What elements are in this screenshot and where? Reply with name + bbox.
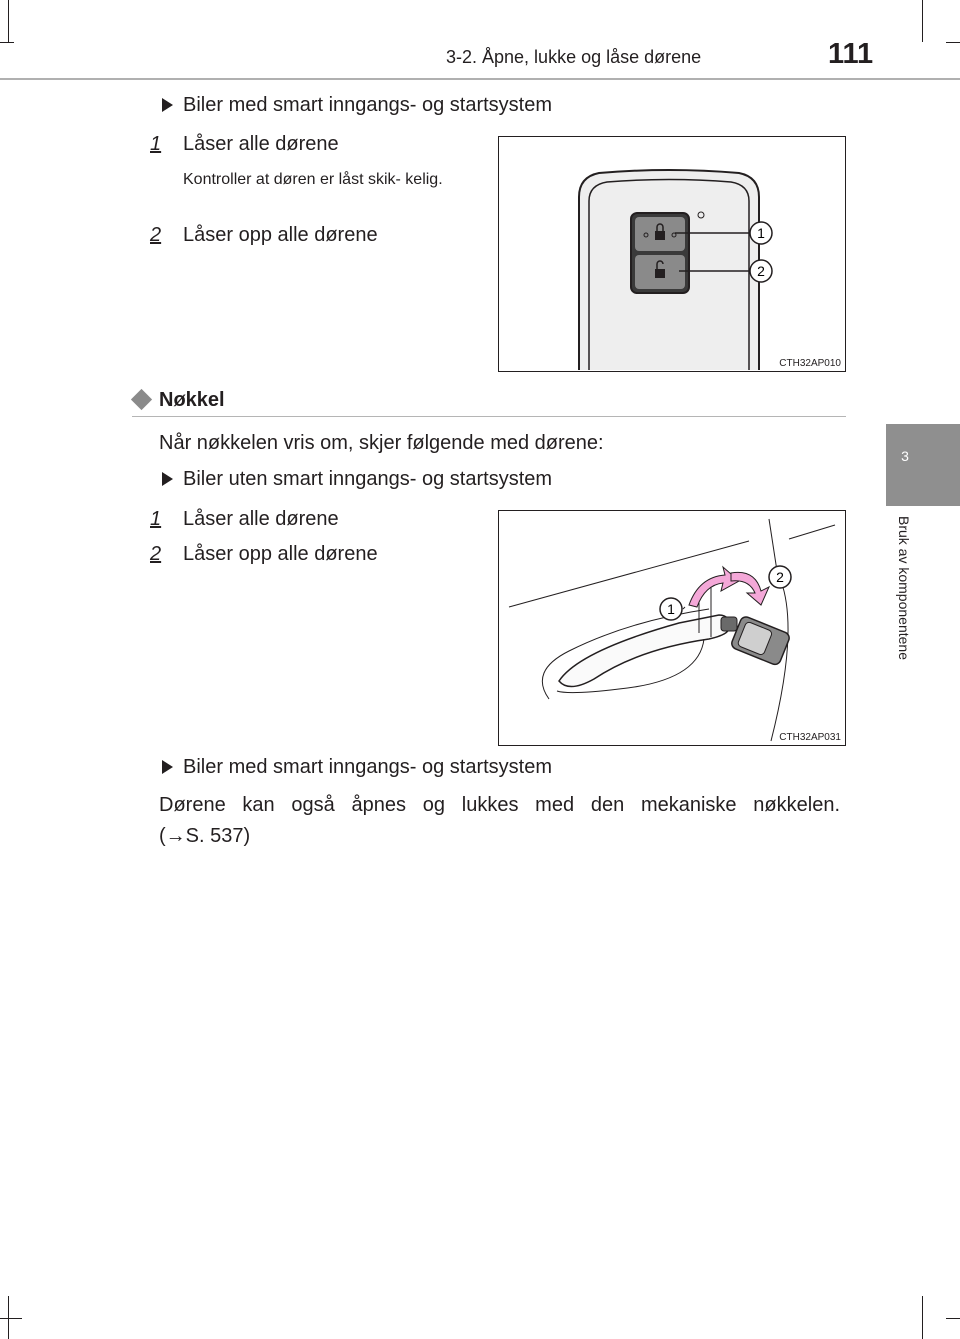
subheading-smart-system: Biler med smart inngangs- og startsystem — [183, 94, 553, 116]
body-text-line1: Dørene kan også åpnes og lukkes med den mekaniske nøkkelen. — [159, 794, 840, 816]
body-text-line2: (→S. 537) — [159, 825, 251, 847]
callout-2-label: 2 — [776, 569, 784, 585]
item-number: 2 — [150, 543, 162, 565]
triangle-bullet-icon — [162, 760, 173, 774]
intro-text: Når nøkkelen vris om, skjer følgende med dørene: — [159, 432, 604, 454]
crop-mark — [0, 1318, 22, 1319]
section-title: Nøkkel — [159, 389, 225, 411]
item-number: 1 — [150, 133, 162, 155]
item-note: Kontroller at døren er låst skik- kelig. — [183, 171, 443, 188]
header-rule — [0, 78, 960, 80]
page-number: 111 — [828, 38, 874, 70]
triangle-bullet-icon — [162, 98, 173, 112]
item-text: Låser alle dørene — [183, 133, 339, 155]
header-title: 3-2. Åpne, lukke og låse dørene — [446, 47, 702, 67]
crop-mark — [946, 42, 960, 43]
figure-code: CTH32AP010 — [779, 358, 841, 369]
item-text: Låser alle dørene — [183, 508, 339, 530]
item-text: Låser opp alle dørene — [183, 543, 378, 565]
figure-code: CTH32AP031 — [779, 732, 841, 743]
section-rule — [132, 416, 846, 417]
callout-1-label: 1 — [757, 225, 765, 241]
crop-mark — [8, 0, 9, 42]
triangle-bullet-icon — [162, 472, 173, 486]
item-number: 2 — [150, 224, 162, 246]
crop-mark — [922, 0, 923, 42]
door-key-figure — [498, 510, 846, 746]
chapter-tab — [886, 424, 960, 506]
diamond-bullet-icon — [131, 389, 152, 410]
crop-mark — [0, 42, 14, 43]
callout-1-label: 1 — [667, 601, 675, 617]
subheading-smart-system-2: Biler med smart inngangs- og startsystem — [183, 756, 553, 778]
crop-mark — [946, 1318, 960, 1319]
item-number: 1 — [150, 508, 162, 530]
chapter-tab-number: 3 — [901, 448, 909, 464]
smart-key-illustration — [499, 137, 844, 370]
chapter-tab-label: Bruk av komponentene — [896, 516, 912, 660]
smart-key-figure — [498, 136, 846, 372]
item-text: Låser opp alle dørene — [183, 224, 378, 246]
door-key-illustration — [499, 511, 844, 744]
callout-2-label: 2 — [757, 263, 765, 279]
crop-mark — [922, 1296, 923, 1339]
subheading-no-smart-system: Biler uten smart inngangs- og startsystem — [183, 468, 553, 490]
